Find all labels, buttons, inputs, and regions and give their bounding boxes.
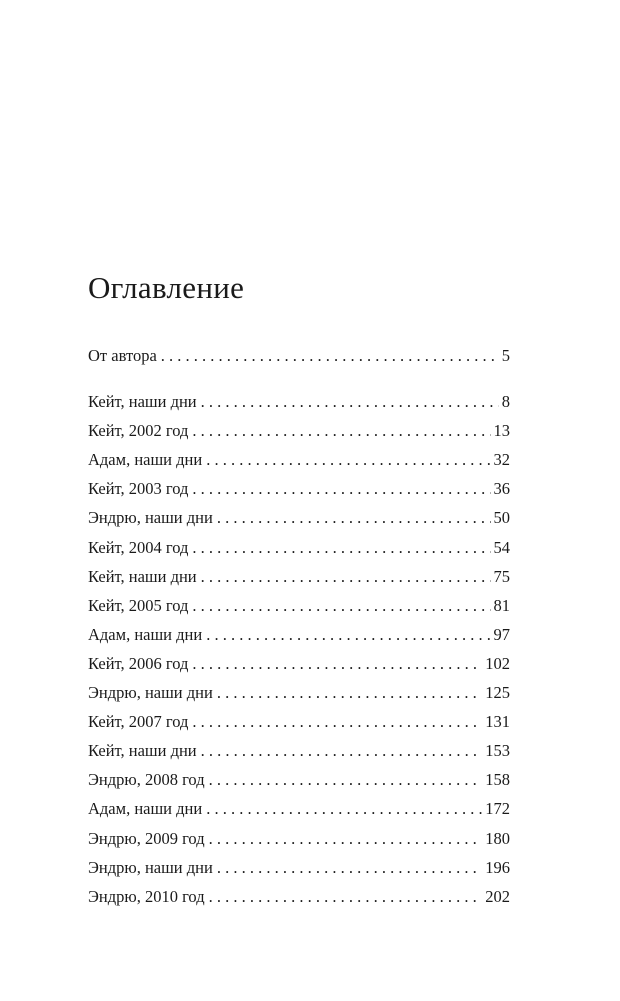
toc-entry-label: Кейт, наши дни <box>88 392 197 412</box>
toc-entry <box>88 445 510 474</box>
toc-entry-page: 172 <box>485 799 510 819</box>
toc-entry-label: Эндрю, наши дни <box>88 683 213 703</box>
toc-entry <box>88 707 510 736</box>
toc-entry <box>88 853 510 882</box>
toc-entry <box>88 591 510 620</box>
toc-entry-page: 81 <box>493 595 510 615</box>
toc-entry-label: Эндрю, 2010 год <box>88 886 205 906</box>
toc-entry-page: 36 <box>493 479 510 499</box>
toc-leader-dots <box>217 503 491 532</box>
toc-entry <box>88 533 510 562</box>
toc-entry-page: 180 <box>485 828 510 848</box>
toc-leader-dots <box>201 387 499 416</box>
toc-entry-page: 97 <box>493 624 510 644</box>
toc-leader-dots <box>192 649 482 678</box>
toc-entry-label: Адам, наши дни <box>88 450 203 470</box>
toc-leader-dots <box>209 824 483 853</box>
toc-leader-dots <box>201 736 483 765</box>
toc-entry <box>88 620 510 649</box>
toc-entry-label: Эндрю, 2008 год <box>88 770 205 790</box>
toc-entry-page: 131 <box>485 712 510 732</box>
toc-entry-label: Адам, наши дни <box>88 624 203 644</box>
toc-entry-label: Адам, наши дни <box>88 799 203 819</box>
toc-entry-page: 202 <box>485 886 510 906</box>
toc-entry <box>88 794 510 823</box>
toc-entry-label: Кейт, 2004 год <box>88 537 189 557</box>
toc-leader-dots <box>206 445 490 474</box>
toc-entry <box>88 736 510 765</box>
toc-leader-dots <box>217 678 482 707</box>
toc-leader-dots <box>192 416 490 445</box>
toc-entry <box>88 387 510 416</box>
toc-entry-page: 75 <box>493 566 510 586</box>
toc-leader-dots <box>161 341 499 370</box>
toc-list <box>88 341 510 911</box>
toc-entry-page: 50 <box>493 508 510 528</box>
toc-entry-page: 158 <box>485 770 510 790</box>
toc-leader-dots <box>209 765 483 794</box>
toc-entry <box>88 765 510 794</box>
toc-entry <box>88 824 510 853</box>
toc-entry-label: Эндрю, наши дни <box>88 508 213 528</box>
toc-entry-label: Кейт, 2006 год <box>88 653 189 673</box>
toc-leader-dots <box>192 533 490 562</box>
toc-entry-page: 13 <box>493 421 510 441</box>
toc-entry-page: 196 <box>485 857 510 877</box>
toc-entry-label: Кейт, 2002 год <box>88 421 189 441</box>
toc-entry <box>88 341 510 370</box>
toc-entry <box>88 416 510 445</box>
toc-entry-label: Кейт, 2007 год <box>88 712 189 732</box>
toc-entry-label: Кейт, наши дни <box>88 566 197 586</box>
toc-entry <box>88 649 510 678</box>
toc-entry-page: 102 <box>485 653 510 673</box>
toc-entry-page: 32 <box>493 450 510 470</box>
toc-leader-dots <box>201 562 491 591</box>
toc-entry-label: От автора <box>88 346 157 365</box>
toc-leader-dots <box>206 794 482 823</box>
toc-entry-page: 153 <box>485 741 510 761</box>
toc-leader-dots <box>206 620 490 649</box>
toc-leader-dots <box>192 591 490 620</box>
toc-entry-label: Кейт, наши дни <box>88 741 197 761</box>
toc-entry <box>88 562 510 591</box>
toc-leader-dots <box>209 882 483 911</box>
toc-entry-label: Кейт, 2003 год <box>88 479 189 499</box>
toc-entry <box>88 474 510 503</box>
toc-entry <box>88 882 510 911</box>
toc-leader-dots <box>192 707 482 736</box>
toc-entry-page: 5 <box>501 346 510 365</box>
toc-title: Оглавление <box>88 270 245 305</box>
toc-entry <box>88 503 510 532</box>
toc-entry-label: Эндрю, наши дни <box>88 857 213 877</box>
toc-entry-page: 54 <box>493 537 510 557</box>
toc-entry-page: 8 <box>501 392 510 412</box>
toc-leader-dots <box>192 474 490 503</box>
toc-entry <box>88 678 510 707</box>
toc-leader-dots <box>217 853 482 882</box>
toc-entry-label: Эндрю, 2009 год <box>88 828 205 848</box>
toc-entry-label: Кейт, 2005 год <box>88 595 189 615</box>
toc-entry-page: 125 <box>485 683 510 703</box>
